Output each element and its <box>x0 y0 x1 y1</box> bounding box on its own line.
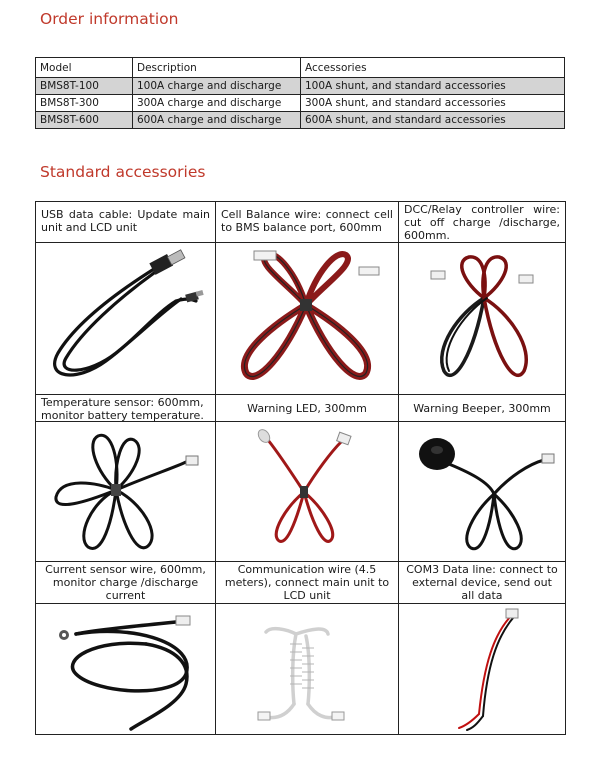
caption-com3-data-line: COM3 Data line: connect to external device, send out all data <box>398 561 566 603</box>
warning-beeper-photo <box>398 421 566 561</box>
communication-wire-photo <box>215 603 398 735</box>
description-cell: 300A charge and discharge <box>133 95 301 112</box>
order-information-title: Order information <box>40 10 179 28</box>
caption-usb-cable: USB data cable: Update main unit and LCD unit <box>35 201 215 242</box>
accessories-cell: 600A shunt, and standard accessories <box>301 112 565 129</box>
table-row <box>36 78 565 95</box>
standard-accessories-title: Standard accessories <box>40 163 206 181</box>
description-cell: 100A charge and discharge <box>133 78 301 95</box>
usb-cable-photo <box>35 242 215 394</box>
accessories-cell: 100A shunt, and standard accessories <box>301 78 565 95</box>
caption-relay-wire: DCC/Relay controller wire: cut off charge /discharge, 600mm. <box>398 201 566 242</box>
column-header-accessories: Accessories <box>301 58 565 78</box>
order-table <box>35 57 565 129</box>
temperature-sensor-photo <box>35 421 215 561</box>
description-cell: 600A charge and discharge <box>133 112 301 129</box>
model-cell: BMS8T-600 <box>36 112 133 129</box>
accessories-grid <box>35 201 566 735</box>
caption-current-sensor-wire: Current sensor wire, 600mm, monitor charge /discharge current <box>35 561 215 603</box>
column-header-model: Model <box>36 58 133 78</box>
model-cell: BMS8T-100 <box>36 78 133 95</box>
balance-wire-photo <box>215 242 398 394</box>
current-sensor-wire-photo <box>35 603 215 735</box>
accessories-cell: 300A shunt, and standard accessories <box>301 95 565 112</box>
caption-temperature-sensor: Temperature sensor: 600mm, monitor battery temperature. <box>35 394 215 421</box>
table-row <box>36 112 565 129</box>
relay-wire-photo <box>398 242 566 394</box>
column-header-description: Description <box>133 58 301 78</box>
caption-warning-beeper: Warning Beeper, 300mm <box>398 394 566 421</box>
caption-warning-led: Warning LED, 300mm <box>215 394 398 421</box>
caption-balance-wire: Cell Balance wire: connect cell to BMS balance port, 600mm <box>215 201 398 242</box>
warning-led-photo <box>215 421 398 561</box>
model-cell: BMS8T-300 <box>36 95 133 112</box>
table-row <box>36 95 565 112</box>
caption-communication-wire: Communication wire (4.5 meters), connect main unit to LCD unit <box>215 561 398 603</box>
com3-data-line-photo <box>398 603 566 735</box>
